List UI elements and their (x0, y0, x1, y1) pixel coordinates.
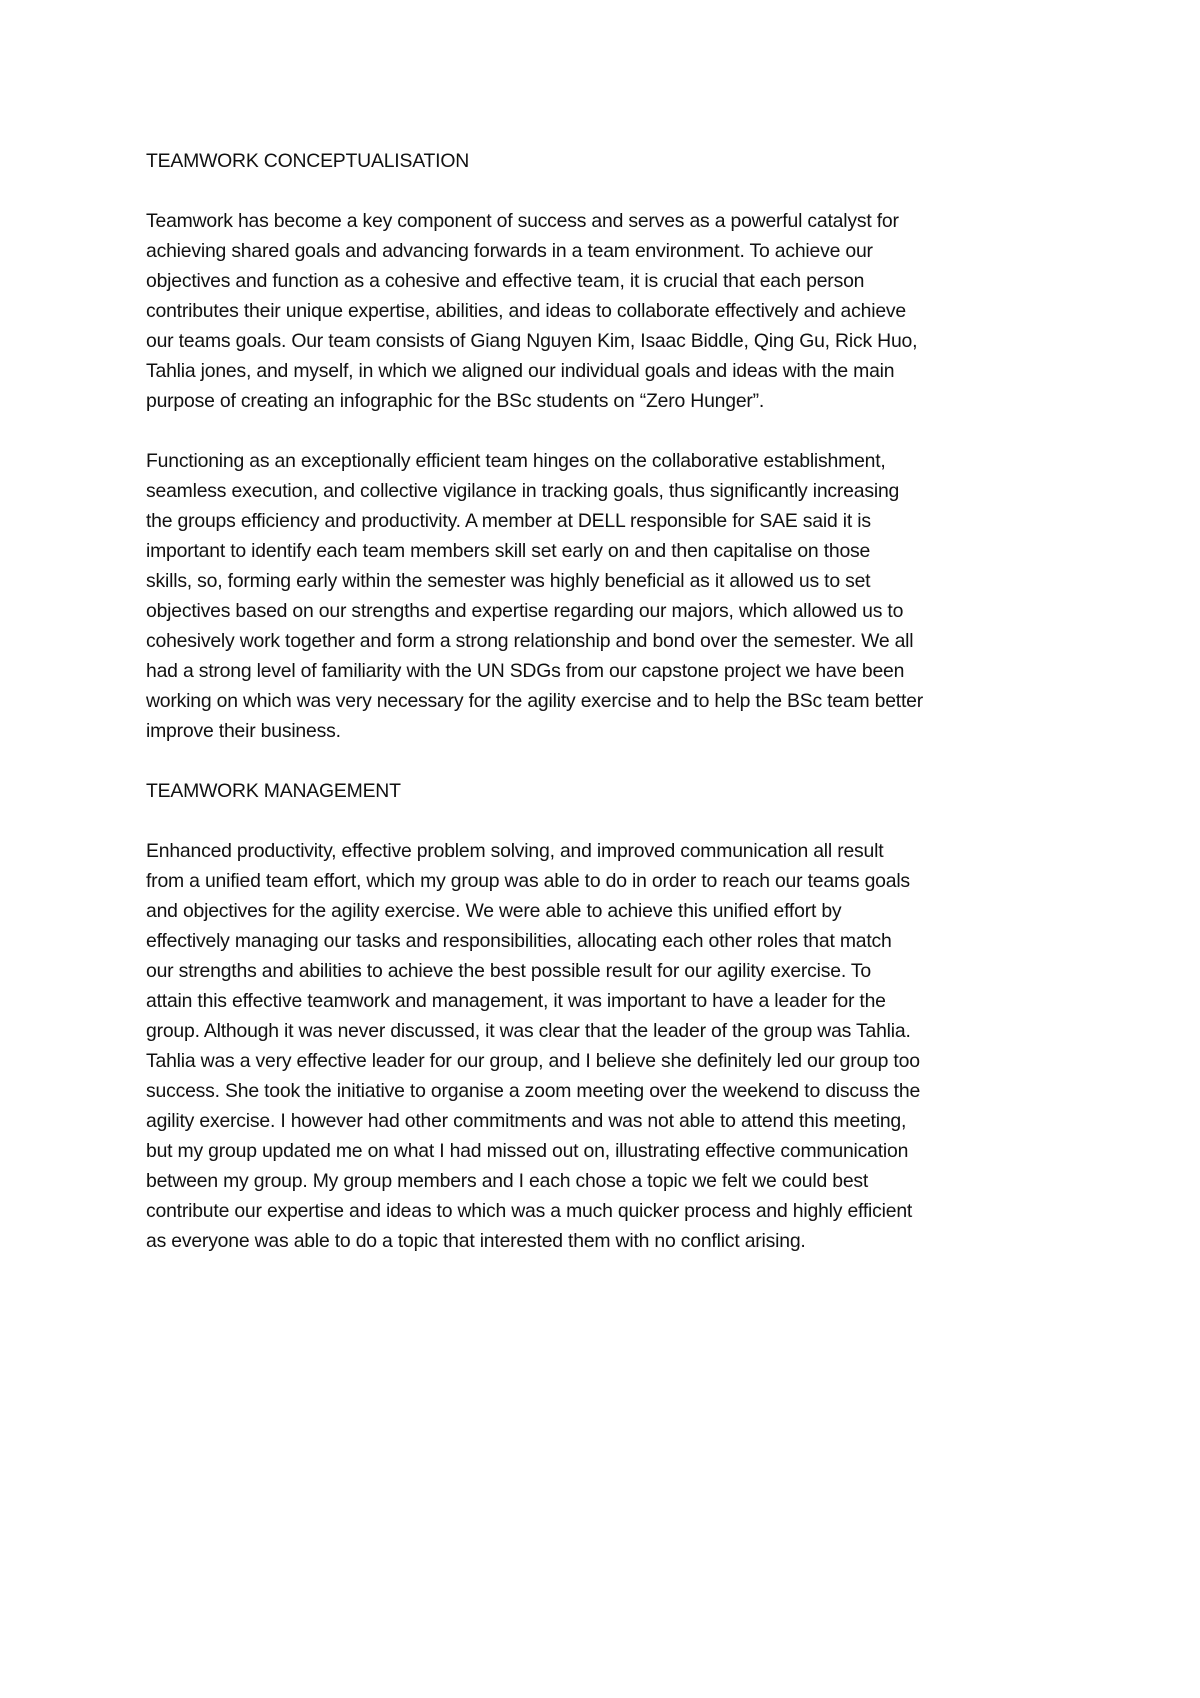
section-heading-management: TEAMWORK MANAGEMENT (146, 780, 401, 802)
paragraph-efficient-team: Functioning as an exceptionally efficient team hinges on the collaborative establishment, seamless execution, and collective vigilance in tracking goals, thus significantly increasing the groups efficiency and productivity. A member at DELL responsible for SAE said it is important to identify each team members skill set early on and then capitalise on those skills, so, forming early within the semester was highly beneficial as it allowed us to set objectives based on our strengths and expertise regarding our majors, which allowed us to cohesively work together and form a strong relationship and bond over the semester. We all had a strong level of familiarity with the UN SDGs from our capstone project we have been working on which was very necessary for the agility exercise and to help the BSc team better improve their business. (146, 450, 924, 742)
section-heading-conceptualisation: TEAMWORK CONCEPTUALISATION (146, 150, 470, 172)
paragraph-teamwork-intro: Teamwork has become a key component of success and serves as a powerful catalyst for achieving shared goals and advancing forwards in a team environment. To achieve our objectives and function as a cohesive and effective team, it is crucial that each person contributes their unique expertise, abilities, and ideas to collaborate effectively and achieve our teams goals. Our team consists of Giang Nguyen Kim, Isaac Biddle, Qing Gu, Rick Huo, Tahlia jones, and myself, in which we aligned our individual goals and ideas with the main purpose of creating an infographic for the BSc students on “Zero Hunger”. (146, 210, 918, 412)
document-body (146, 146, 1086, 1286)
paragraph-teamwork-management: Enhanced productivity, effective problem solving, and improved communication all result from a unified team effort, which my group was able to do in order to reach our teams goals and objectives for the agility exercise. We were able to achieve this unified effort by effectively managing our tasks and responsibilities, allocating each other roles that match our strengths and abilities to achieve the best possible result for our agility exercise. To attain this effective teamwork and management, it was important to have a leader for the group. Although it was never discussed, it was clear that the leader of the group was Tahlia. Tahlia was a very effective leader for our group, and I believe she definitely led our group too success. She took the initiative to organise a zoom meeting over the weekend to discuss the agility exercise. I however had other commitments and was not able to attend this meeting, but my group updated me on what I had missed out on, illustrating effective communication between my group. My group members and I each chose a topic we felt we could best contribute our expertise and ideas to which was a much quicker process and highly efficient as everyone was able to do a topic that interested them with no conflict arising. (146, 840, 921, 1252)
